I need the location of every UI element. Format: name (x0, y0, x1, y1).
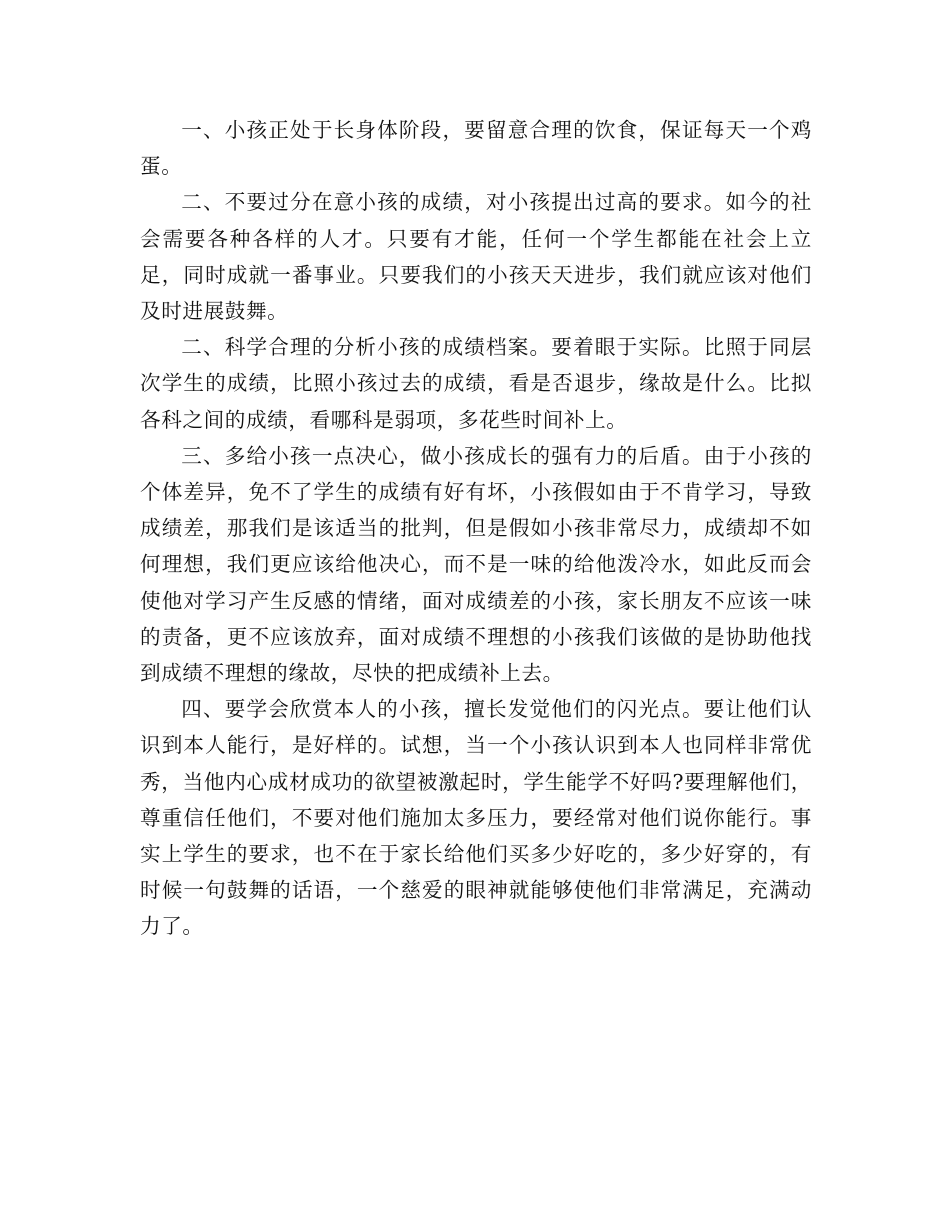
paragraph-5: 四、要学会欣赏本人的小孩，擅长发觉他们的闪光点。要让他们认识到本人能行，是好样的。试想，当一个小孩认识到本人也同样非常优秀，当他内心成材成功的欲望被激起时，学生能学不好吗?要理解他们，尊重信任他们，不要对他们施加太多压力，要经常对他们说你能行。事实上学生的要求，也不在于家长给他们买多少好吃的，多少好穿的，有时候一句鼓舞的话语，一个慈爱的眼神就能够使他们非常满足，充满动力了。 (140, 697, 812, 939)
paragraph-4: 三、多给小孩一点决心，做小孩成长的强有力的后盾。由于小孩的个体差异，免不了学生的成绩有好有坏，小孩假如由于不肯学习，导致成绩差，那我们是该适当的批判，但是假如小孩非常尽力，成绩却不如何理想，我们更应该给他决心，而不是一味的给他泼冷水，如此反而会使他对学习产生反感的情绪，面对成绩差的小孩，家长朋友不应该一味的责备，更不应该放弃，面对成绩不理想的小孩我们该做的是协助他找到成绩不理想的缘故，尽快的把成绩补上去。 (140, 443, 812, 686)
document-body (140, 112, 812, 945)
paragraph-1: 一、小孩正处于长身体阶段，要留意合理的饮食，保证每天一个鸡蛋。 (140, 118, 812, 179)
paragraph-2: 二、不要过分在意小孩的成绩，对小孩提出过高的要求。如今的社会需要各种各样的人才。只要有才能，任何一个学生都能在社会上立足，同时成就一番事业。只要我们的小孩天天进步，我们就应该对他们及时进展鼓舞。 (140, 190, 812, 324)
paragraph-3: 二、科学合理的分析小孩的成绩档案。要着眼于实际。比照于同层次学生的成绩，比照小孩过去的成绩，看是否退步，缘故是什么。比拟各科之间的成绩，看哪科是弱项，多花些时间补上。 (140, 335, 812, 432)
